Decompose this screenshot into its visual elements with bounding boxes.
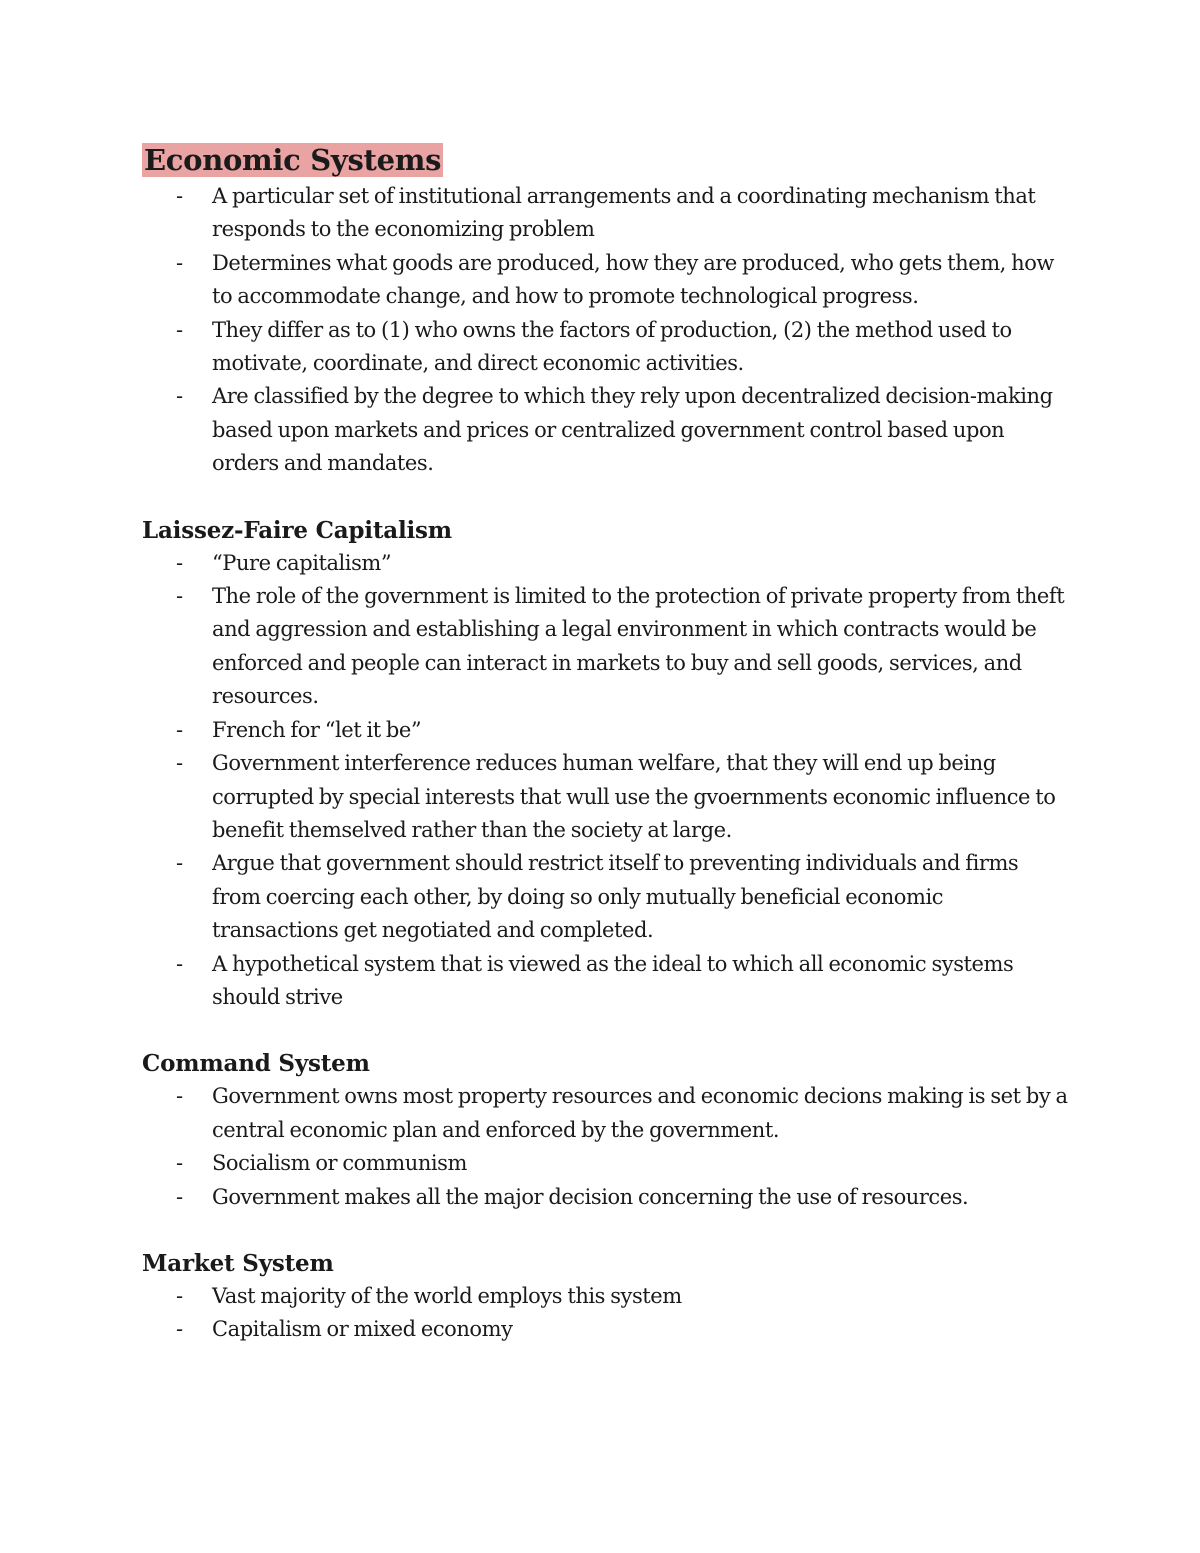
bullet-dash: - bbox=[176, 317, 183, 342]
list-item bbox=[142, 1280, 1072, 1313]
list-item bbox=[142, 547, 1072, 580]
list-item-text: Argue that government should restrict itself to preventing individuals and firms from coercing each other, by doing so only mutually beneficial economic transactions get negotiated and completed. bbox=[212, 851, 1019, 943]
section-heading: Market System bbox=[142, 1249, 334, 1277]
list-item bbox=[142, 948, 1072, 1015]
list-item-text: French for “let it be” bbox=[212, 717, 422, 742]
section-heading: Command System bbox=[142, 1050, 370, 1078]
section-market-system bbox=[142, 1247, 1072, 1347]
document-page bbox=[142, 140, 1072, 1380]
list-item bbox=[142, 380, 1072, 480]
list-item-text: A hypothetical system that is viewed as the ideal to which all economic systems should strive bbox=[212, 951, 1014, 1009]
title-highlight: Economic Systems bbox=[144, 143, 442, 177]
bullet-list bbox=[142, 547, 1072, 1015]
bullet-dash: - bbox=[176, 1151, 183, 1176]
bullet-dash: - bbox=[176, 1317, 183, 1342]
list-item-text: Socialism or communism bbox=[212, 1151, 467, 1176]
list-item bbox=[142, 1313, 1072, 1346]
list-item-text: A particular set of institutional arrangements and a coordinating mechanism that responds to the economizing problem bbox=[212, 184, 1036, 242]
section-economic-systems bbox=[142, 140, 1072, 481]
list-item bbox=[142, 314, 1072, 381]
bullet-dash: - bbox=[176, 550, 183, 575]
list-item bbox=[142, 1147, 1072, 1180]
list-item bbox=[142, 180, 1072, 247]
section-command-system bbox=[142, 1047, 1072, 1214]
page-title bbox=[142, 140, 1072, 180]
list-item bbox=[142, 247, 1072, 314]
list-item bbox=[142, 1181, 1072, 1214]
list-item-text: Vast majority of the world employs this system bbox=[212, 1283, 682, 1308]
bullet-dash: - bbox=[176, 717, 183, 742]
bullet-list bbox=[142, 180, 1072, 481]
bullet-dash: - bbox=[176, 751, 183, 776]
section-heading: Laissez-Faire Capitalism bbox=[142, 516, 452, 544]
bullet-dash: - bbox=[176, 951, 183, 976]
bullet-list bbox=[142, 1080, 1072, 1214]
list-item-text: Government makes all the major decision concerning the use of resources. bbox=[212, 1184, 969, 1209]
list-item-text: Government interference reduces human welfare, that they will end up being corrupted by special interests that wull use the gvoernments economic influence to benefit themselved rather than the society at large. bbox=[212, 751, 1056, 842]
bullet-dash: - bbox=[176, 1184, 183, 1209]
list-item-text: The role of the government is limited to the protection of private property from theft and aggression and establishing a legal environment in which contracts would be enforced and people can interact in markets to buy and sell goods, services, and resources. bbox=[212, 584, 1065, 709]
list-item-text: Government owns most property resources and economic decions making is set by a central economic plan and enforced by the government. bbox=[212, 1084, 1068, 1142]
section-laissez-faire bbox=[142, 514, 1072, 1015]
list-item-text: Capitalism or mixed economy bbox=[212, 1317, 513, 1342]
list-item-text: Are classified by the degree to which they rely upon decentralized decision-making based upon markets and prices or centralized government control based upon orders and mandates. bbox=[212, 384, 1053, 476]
list-item-text: They differ as to (1) who owns the factors of production, (2) the method used to motivate, coordinate, and direct economic activities. bbox=[212, 317, 1012, 376]
list-item-text: “Pure capitalism” bbox=[212, 550, 392, 575]
list-item-text: Determines what goods are produced, how they are produced, who gets them, how to accommodate change, and how to promote technological progress. bbox=[212, 250, 1054, 309]
bullet-dash: - bbox=[176, 1283, 183, 1308]
bullet-dash: - bbox=[176, 384, 183, 409]
list-item bbox=[142, 1080, 1072, 1147]
bullet-dash: - bbox=[176, 250, 183, 275]
bullet-dash: - bbox=[176, 184, 183, 208]
list-item bbox=[142, 847, 1072, 947]
bullet-dash: - bbox=[176, 1084, 183, 1109]
bullet-list bbox=[142, 1280, 1072, 1347]
bullet-dash: - bbox=[176, 584, 183, 609]
bullet-dash: - bbox=[176, 851, 183, 876]
list-item bbox=[142, 714, 1072, 747]
list-item bbox=[142, 747, 1072, 847]
list-item bbox=[142, 580, 1072, 714]
